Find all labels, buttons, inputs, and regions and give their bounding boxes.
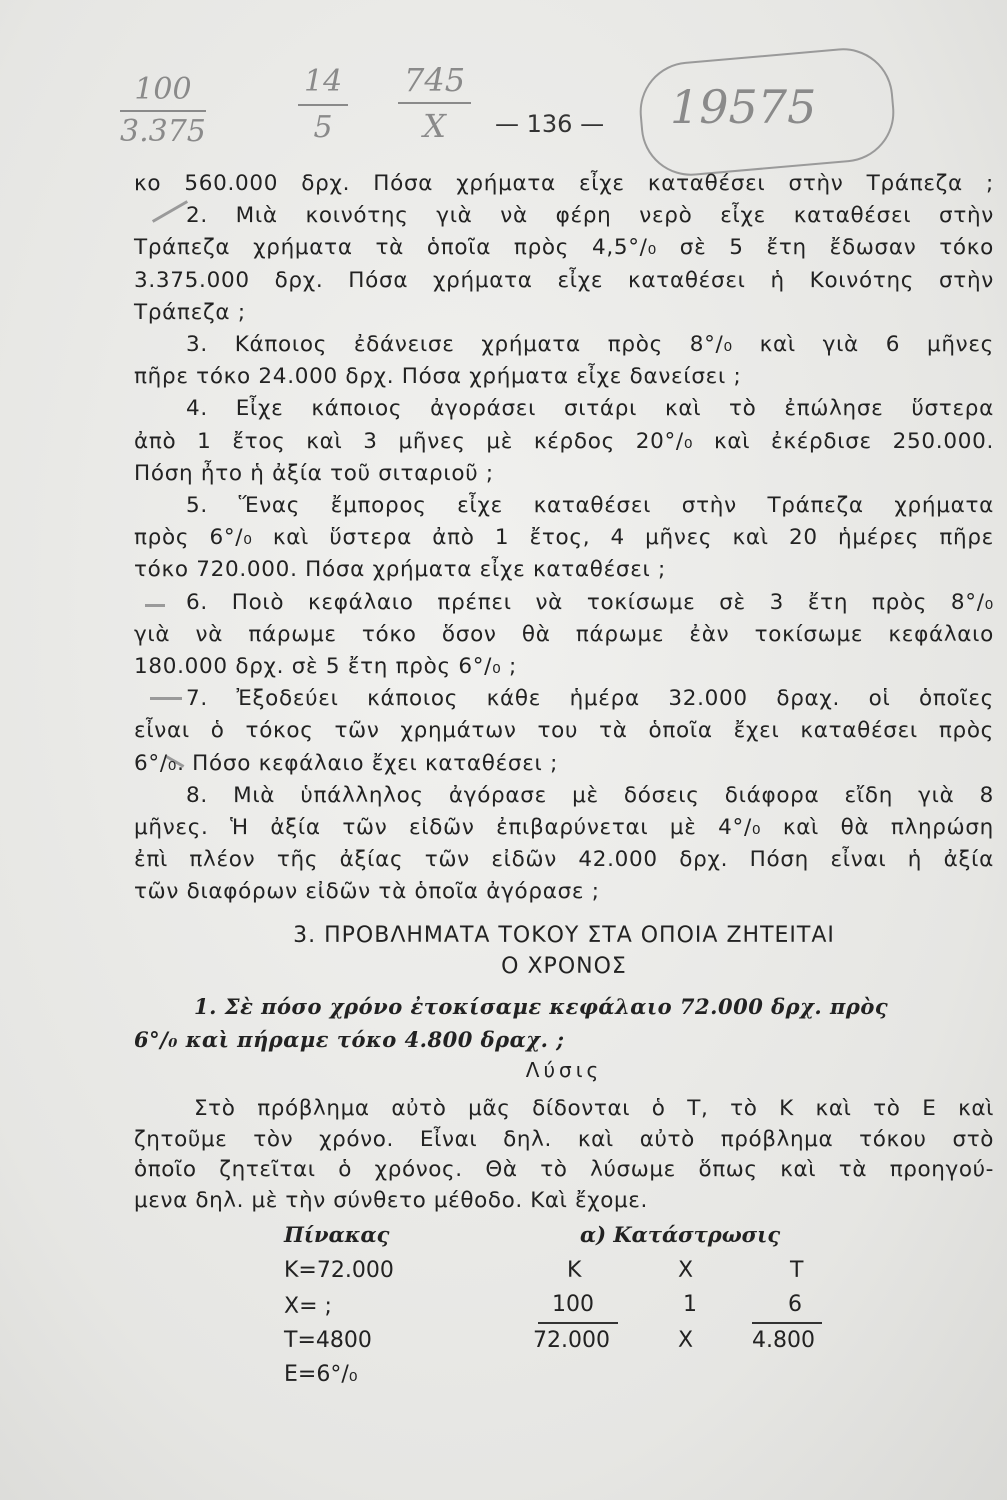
- handwritten-fraction-2: $\frac{14}{5}$: [298, 60, 348, 150]
- text-line: 6°/₀. Πόσο κεφάλαιο ἔχει καταθέσει ;: [134, 750, 559, 776]
- page-number: — 136 —: [495, 110, 605, 138]
- text-line: πῆρε τόκο 24.000 δρχ. Πόσα χρήματα εἶχε δανείσει ;: [134, 364, 742, 390]
- text-line: κο 560.000 δρχ. Πόσα χρήματα εἶχε καταθέσει στὴν Τράπεζα ;: [134, 171, 994, 196]
- text-line: 8. Μιὰ ὑπάλληλος ἀγόρασε μὲ δόσεις διάφορα εἴδη γιὰ 8: [186, 782, 994, 808]
- text-line: 4. Εἶχε κάποιος ἀγοράσει σιτάρι καὶ τὸ ἐπώλησε ὕστερα: [186, 396, 994, 422]
- table-header: Κ: [567, 1258, 582, 1283]
- handwritten-circled-number: 19575: [670, 80, 817, 134]
- text-line: 2. Μιὰ κοινότης γιὰ νὰ φέρη νερὸ εἶχε καταθέσει στὴν: [186, 203, 994, 229]
- table-cell: 1: [683, 1292, 697, 1317]
- exercise-text: [134, 168, 994, 909]
- text-line: Πόση ἦτο ἡ ἀξία τοῦ σιταριοῦ ;: [134, 460, 494, 486]
- table-cell: 100: [552, 1292, 594, 1317]
- table-cell: 4.800: [752, 1328, 815, 1353]
- handwritten-fraction-1: $\frac{100}{3.375}$: [120, 72, 206, 149]
- text-line: Τράπεζα χρήματα τὰ ὁποῖα πρὸς 4,5°/₀ σὲ 5 ἔτη ἔδωσαν τόκο: [134, 235, 994, 261]
- table-row: Χ= ;: [284, 1294, 332, 1319]
- solution-text: Στὸ πρόβλημα αὐτὸ μᾶς δίδονται ὁ Τ, τὸ Κ καὶ τὸ Ε καὶ ζητοῦμε τὸν χρόνο. Εἶναι δηλ. καὶ αὐτὸ πρόβλημα τόκου στὸ ὁποῖο ζητεῖται ὁ χρόνος. Θὰ τὸ λύσωμε ὅπως καὶ τὰ προηγού- μενα δηλ. μὲ τὴν σύνθετο μέθοδο. Καὶ ἔχομε.: [134, 1096, 994, 1213]
- table-header: Χ: [678, 1258, 694, 1283]
- worked-problem: 1. Σὲ πόσο χρόνο ἐτοκίσαμε κεφάλαιο 72.000 δρχ. πρὸς 6°/₀ καὶ πήραμε τόκο 4.800 δραχ. ;: [134, 994, 889, 1052]
- text-line: Τράπεζα ;: [134, 299, 246, 325]
- section-heading: 3. ΠΡΟΒΛΗΜΑΤΑ ΤΟΚΟΥ ΣΤΑ ΟΠΟΙΑ ΖΗΤΕΙΤΑΙ Ο ΧΡΟΝΟΣ: [293, 923, 835, 979]
- table-cell: 72.000: [533, 1328, 610, 1353]
- solution-heading: Λύσις: [525, 1058, 603, 1082]
- text-line: γιὰ νὰ πάρωμε τόκο ὅσον θὰ πάρωμε ἐὰν τοκίσωμε κεφάλαιο: [134, 621, 994, 647]
- text-line: τόκο 720.000. Πόσα χρήματα εἶχε καταθέσει ;: [134, 557, 666, 583]
- table-row: Κ=72.000: [284, 1258, 394, 1283]
- text-line: ἀπὸ 1 ἔτος καὶ 3 μῆνες μὲ κέρδος 20°/₀ καὶ ἐκέρδισε 250.000.: [134, 428, 994, 454]
- fraction-line: [752, 1322, 822, 1324]
- text-line: εἶναι ὁ τόκος τῶν χρημάτων του τὰ ὁποῖα ἔχει καταθέσει πρὸς: [134, 718, 994, 744]
- handwritten-fraction-3: $\frac{745}{X}$: [398, 58, 471, 148]
- table-row: Ε=6°/₀: [284, 1362, 358, 1387]
- text-line: ἐπὶ πλέον τῆς ἀξίας τῶν εἰδῶν 42.000 δρχ. Πόση εἶναι ἡ ἀξία: [134, 847, 994, 873]
- table-row: Τ=4800: [284, 1328, 372, 1353]
- text-line: 3.375.000 δρχ. Πόσα χρήματα εἶχε καταθέσει ἡ Κοινότης στὴν: [134, 267, 994, 293]
- text-line: πρὸς 6°/₀ καὶ ὕστερα ἀπὸ 1 ἔτος, 4 μῆνες καὶ 20 ἡμέρες πῆρε: [134, 525, 994, 551]
- text-line: τῶν διαφόρων εἰδῶν τὰ ὁποῖα ἀγόρασε ;: [134, 879, 600, 905]
- text-line: 7. Ἐξοδεύει κάποιος κάθε ἡμέρα 32.000 δραχ. οἱ ὁποῖες: [186, 686, 994, 712]
- text-line: 6. Ποιὸ κεφάλαιο πρέπει νὰ τοκίσωμε σὲ 3 ἔτη πρὸς 8°/₀: [186, 589, 994, 615]
- table-cell: Χ: [678, 1328, 694, 1353]
- text-line: 3. Κάποιος ἐδάνεισε χρήματα πρὸς 8°/₀ καὶ γιὰ 6 μῆνες: [186, 332, 994, 358]
- text-line: 5. Ἕνας ἔμπορος εἶχε καταθέσει στὴν Τράπεζα χρήματα: [186, 493, 994, 519]
- table-header: Τ: [790, 1258, 804, 1283]
- table-setup-title: α) Κατάστρωσις: [580, 1222, 781, 1247]
- text-line: 180.000 δρχ. σὲ 5 ἔτη πρὸς 6°/₀ ;: [134, 654, 517, 680]
- table-title: Πίνακας: [284, 1222, 390, 1247]
- table-cell: 6: [788, 1292, 802, 1317]
- fraction-line: [538, 1322, 618, 1324]
- text-line: μῆνες. Ἡ ἀξία τῶν εἰδῶν ἐπιβαρύνεται μὲ 4°/₀ καὶ θὰ πληρώση: [134, 815, 994, 841]
